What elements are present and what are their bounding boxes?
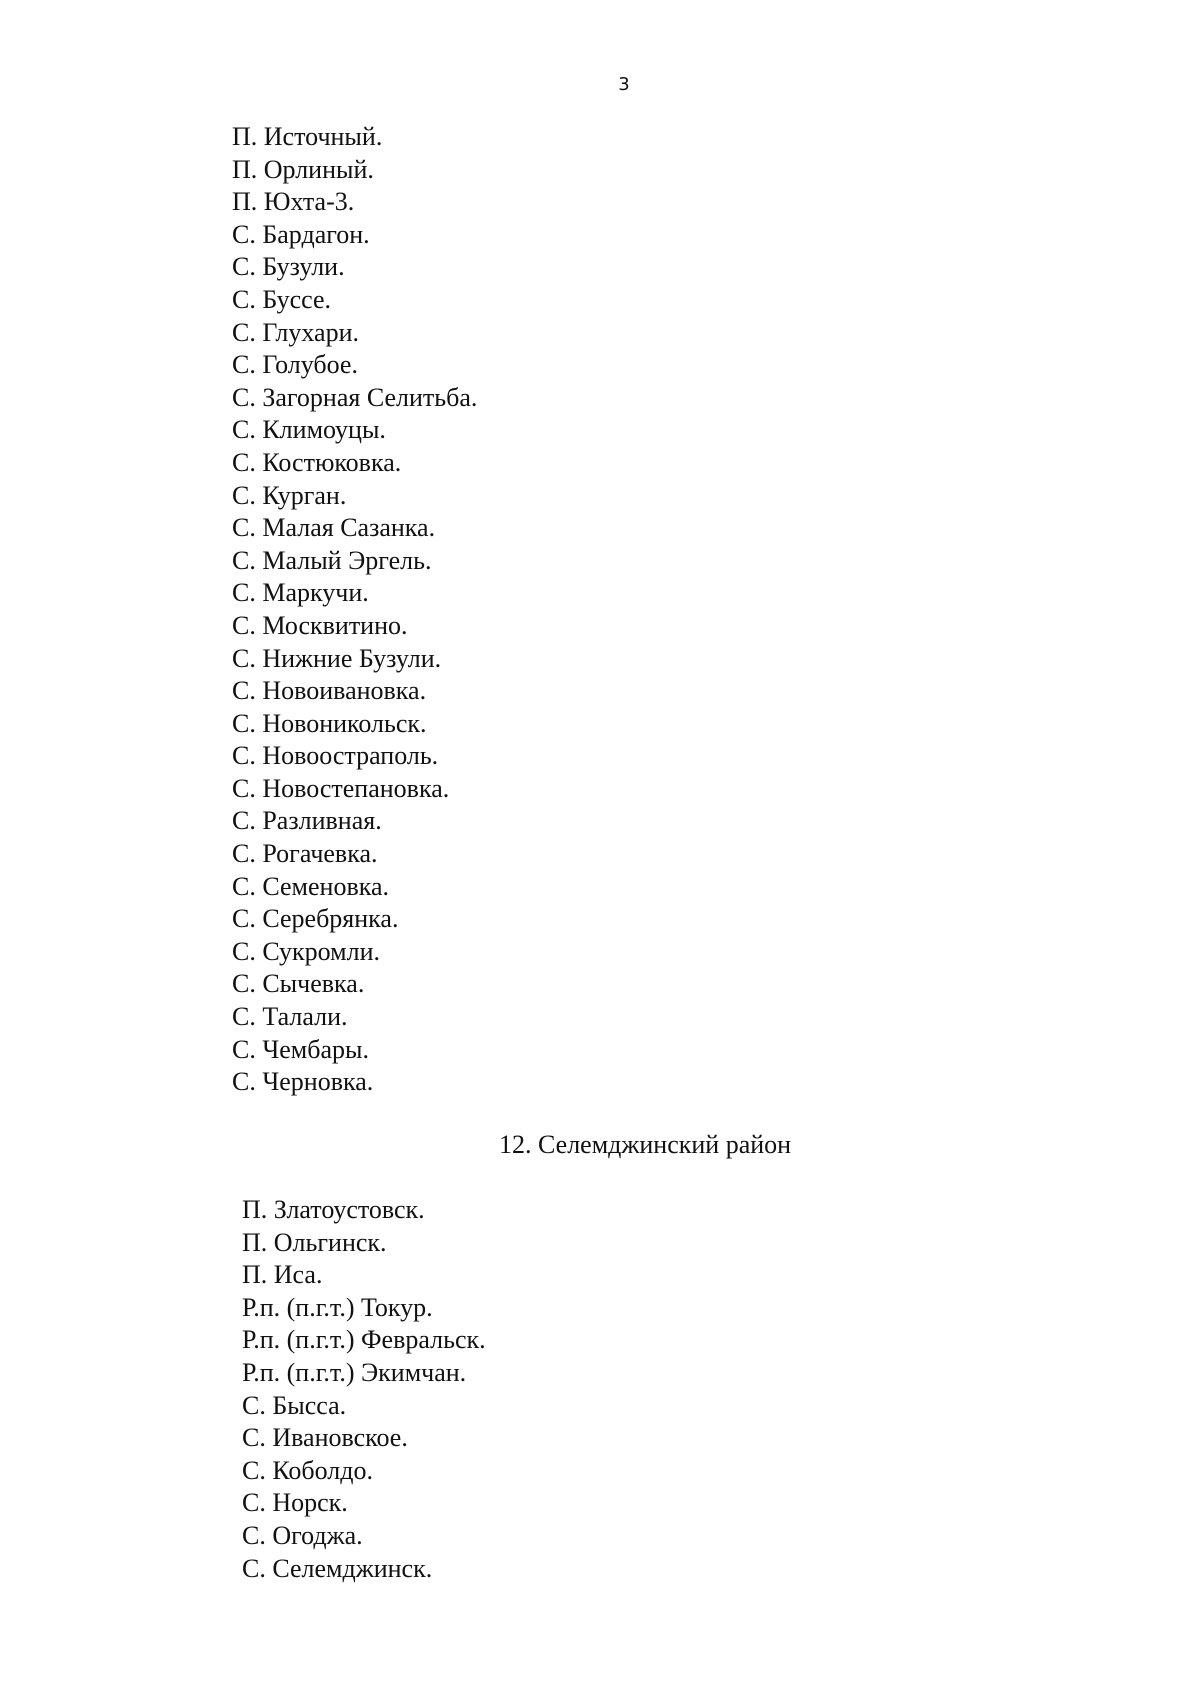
list-item: С. Загорная Селитьба. — [232, 382, 478, 412]
list-item: С. Нижние Бузули. — [232, 643, 442, 673]
page-number: 3 — [618, 74, 630, 95]
list-item: С. Селемджинск. — [242, 1553, 433, 1583]
list-item: С. Норск. — [242, 1488, 348, 1518]
list-item: С. Бузули. — [232, 252, 345, 282]
list-item: Р.п. (п.г.т.) Токур. — [242, 1292, 433, 1322]
list-item: С. Огоджа. — [242, 1520, 363, 1550]
list-item: С. Чембары. — [232, 1034, 369, 1064]
list-item: С. Новоостраполь. — [232, 741, 439, 771]
list-item: П. Орлиный. — [232, 154, 374, 184]
list-item: С. Климоуцы. — [232, 415, 386, 445]
list-item: С. Талали. — [232, 1002, 348, 1032]
list-item: С. Новоникольск. — [232, 708, 427, 738]
list-item: С. Бардагон. — [232, 219, 370, 249]
list-item: С. Глухари. — [232, 317, 360, 347]
list-item: П. Юхта-3. — [232, 187, 355, 217]
list-item: П. Златоустовск. — [242, 1195, 425, 1224]
list-item: С. Малая Сазанка. — [232, 513, 436, 543]
list-item: С. Маркучи. — [232, 578, 369, 608]
list-item: С. Новоивановка. — [232, 676, 427, 706]
list-item: С. Ивановское. — [242, 1423, 408, 1453]
settlement-list-continued — [232, 121, 477, 1099]
list-item: С. Разливная. — [232, 806, 382, 836]
list-item: П. Иса. — [242, 1260, 323, 1290]
list-item: С. Семеновка. — [232, 871, 390, 901]
list-item: П. Источный. — [232, 122, 383, 151]
list-item: Р.п. (п.г.т.) Февральск. — [242, 1325, 486, 1355]
list-item: С. Голубое. — [232, 350, 358, 380]
list-item: С. Сычевка. — [232, 969, 365, 999]
list-item: С. Черновка. — [232, 1067, 374, 1097]
list-item: С. Курган. — [232, 480, 347, 510]
list-item: С. Сукромли. — [232, 936, 381, 966]
list-item: С. Рогачевка. — [232, 839, 378, 869]
list-item: С. Новостепановка. — [232, 773, 450, 803]
section-heading: 12. Селемджинский район — [499, 1130, 792, 1159]
list-item: П. Ольгинск. — [242, 1227, 387, 1257]
list-item: С. Малый Эргель. — [232, 545, 432, 575]
list-item: С. Костюковка. — [232, 447, 402, 477]
list-item: Р.п. (п.г.т.) Экимчан. — [242, 1357, 467, 1387]
list-item: С. Коболдо. — [242, 1455, 373, 1485]
list-item: С. Серебрянка. — [232, 904, 399, 934]
list-item: С. Бысса. — [242, 1390, 347, 1420]
list-item: С. Москвитино. — [232, 610, 408, 640]
list-item: С. Буссе. — [232, 284, 332, 314]
settlement-list-selemdzhinsky — [242, 1194, 486, 1585]
